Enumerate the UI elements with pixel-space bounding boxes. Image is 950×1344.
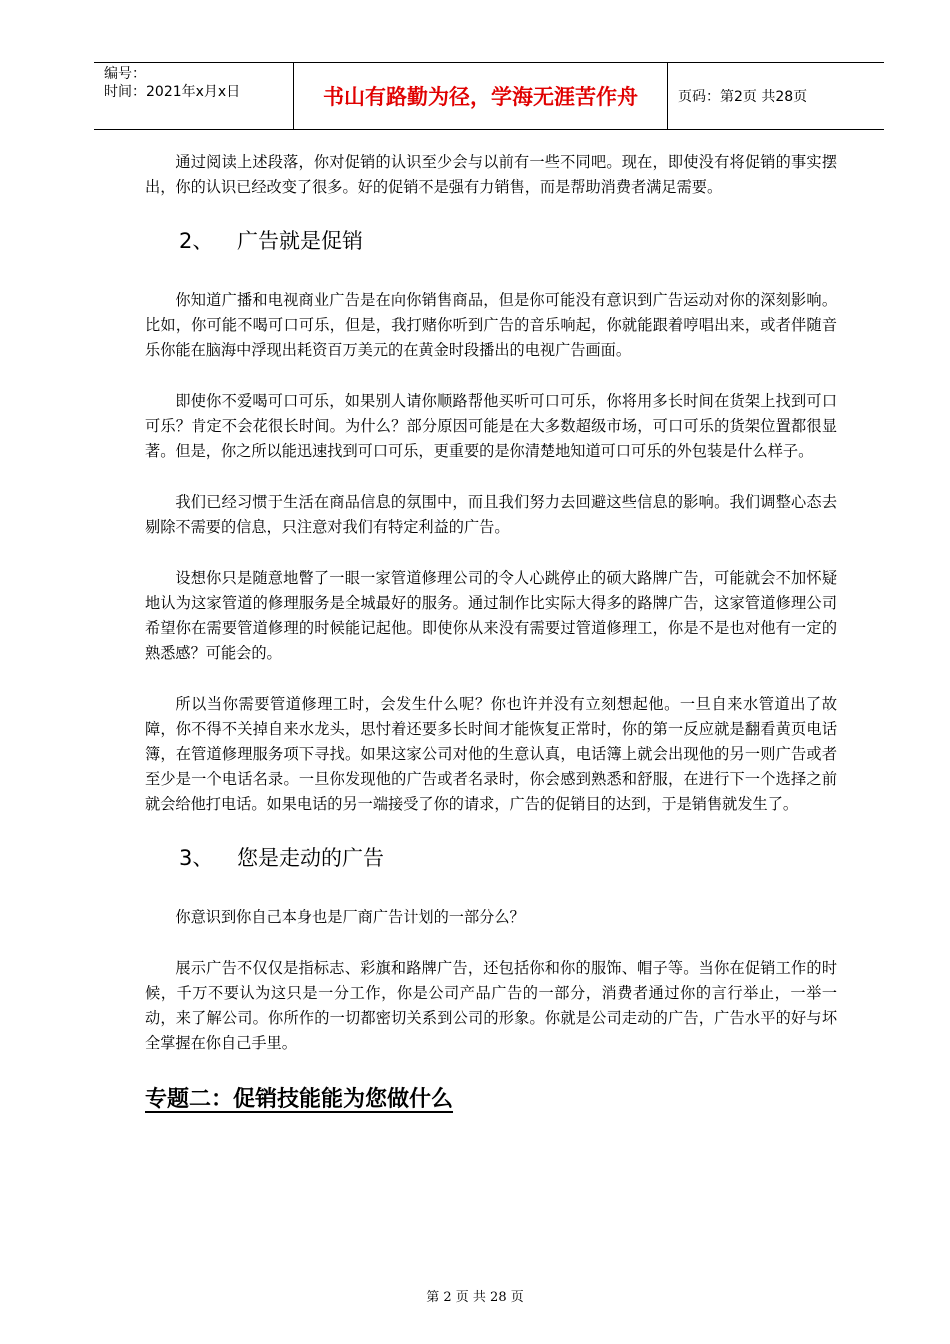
paragraph: 所以当你需要管道修理工时，会发生什么呢？你也许并没有立刻想起他。一旦自来水管道出了故障，你不得不关掉自来水龙头，思忖着还要多长时间才能恢复正常时，你的第一反应就是翻看黄页电话簿，在管道修理服务项下寻找。如果这家公司对他的生意认真，电话簿上就会出现他的另一则广告或者至少是一个电话名录。一旦你发现他的广告或者名录时，你会感到熟悉和舒服，在进行下一个选择之前就会给他打电话。如果电话的另一端接受了你的请求，广告的促销目的达到，于是销售就发生了。 (145, 695, 837, 813)
paragraph: 我们已经习惯于生活在商品信息的氛围中，而且我们努力去回避这些信息的影响。我们调整心态去剔除不需要的信息，只注意对我们有特定利益的广告。 (145, 493, 837, 536)
header-motto: 书山有路勤为径，学海无涯苦作舟 (294, 63, 668, 129)
document-time-label: 时间：2021年x月x日 (104, 84, 241, 100)
section-heading-2 (179, 226, 837, 256)
paragraph: 设想你只是随意地瞥了一眼一家管道修理公司的令人心跳停止的硕大路牌广告，可能就会不加怀疑地认为这家管道的修理服务是全城最好的服务。通过制作比实际大得多的路牌广告，这家管道修理公司希望你在需要管道修理的时候能记起他。即使你从来没有需要过管道修理工，你是不是也对他有一定的熟悉感？可能会的。 (145, 569, 837, 662)
paragraph: 即使你不爱喝可口可乐，如果别人请你顺路帮他买听可口可乐，你将用多长时间在货架上找到可口可乐？肯定不会花很长时间。为什么？部分原因可能是在大多数超级市场，可口可乐的货架位置都很显著。但是，你之所以能迅速找到可口可乐，更重要的是你清楚地知道可口可乐的外包装是什么样子。 (145, 392, 837, 460)
header-page-info: 页码：第2页 共28页 (678, 89, 808, 105)
page-header (94, 62, 884, 130)
document-body (145, 150, 837, 1113)
paragraph: 通过阅读上述段落，你对促销的认识至少会与以前有一些不同吧。现在，即使没有将促销的事实摆出，你的认识已经改变了很多。好的促销不是强有力销售，而是帮助消费者满足需要。 (145, 153, 837, 196)
section-title: 您是走动的广告 (237, 846, 384, 870)
paragraph: 你意识到你自己本身也是厂商广告计划的一部分么？ (175, 908, 525, 926)
section-number: 3、 (179, 846, 214, 870)
header-meta (94, 63, 294, 129)
page-footer: 第 2 页 共 28 页 (426, 1290, 524, 1305)
section-number: 2、 (179, 229, 214, 253)
section-title: 广告就是促销 (237, 229, 363, 253)
section-heading-3 (179, 843, 837, 873)
document-number-label: 编号： (104, 66, 146, 82)
topic-heading: 专题二：促销技能能为您做什么 (145, 1087, 454, 1112)
paragraph: 你知道广播和电视商业广告是在向你销售商品，但是你可能没有意识到广告运动对你的深刻影响。比如，你可能不喝可口可乐，但是，我打赌你听到广告的音乐响起，你就能跟着哼唱出来，或者伴随音乐你能在脑海中浮现出耗资百万美元的在黄金时段播出的电视广告画面。 (145, 291, 837, 359)
paragraph: 展示广告不仅仅是指标志、彩旗和路牌广告，还包括你和你的服饰、帽子等。当你在促销工作的时候，千万不要认为这只是一分工作，你是公司产品广告的一部分，消费者通过你的言行举止，一举一动，来了解公司。你所作的一切都密切关系到公司的形象。你就是公司走动的广告，广告水平的好与坏全掌握在你自己手里。 (145, 959, 837, 1052)
